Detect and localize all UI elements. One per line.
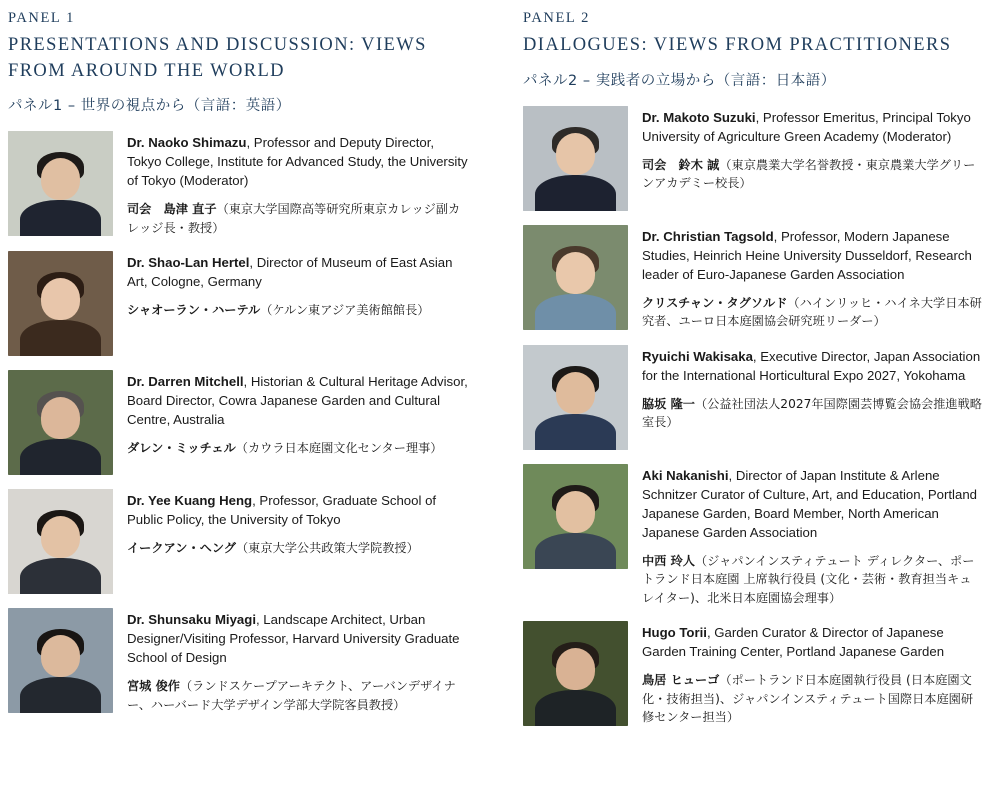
bio-en <box>127 610 471 667</box>
panel-2-eyebrow: PANEL 2 <box>523 10 590 26</box>
person-name-en: Dr. Christian Tagsold <box>642 228 774 244</box>
bio <box>642 464 982 607</box>
avatar <box>8 251 113 356</box>
person-name-ja: 司会 鈴木 誠 <box>642 157 720 172</box>
bio-ja <box>127 677 471 714</box>
list-item <box>523 621 982 726</box>
list-item <box>8 370 471 475</box>
person-title-en: , Garden Curator & Director of Japanese Garden Training Center, Portland Japanese Garden <box>642 624 945 660</box>
bio <box>127 370 471 475</box>
panel-1-eyebrow: PANEL 1 <box>8 10 75 26</box>
person-name-ja: クリスチャン・タグソルド <box>642 295 788 310</box>
list-item <box>523 106 982 211</box>
person-name-en: Dr. Makoto Suzuki <box>642 109 756 125</box>
bio-ja <box>642 671 982 726</box>
person-name-ja: シャオーラン・ハーテル <box>127 303 261 318</box>
avatar <box>8 131 113 236</box>
list-item <box>523 225 982 331</box>
panel-1-title: PRESENTATIONS AND DISCUSSION: VIEWS FROM AROUND THE WORLD <box>8 35 427 81</box>
person-title-ja: （東京大学国際高等研究所東京カレッジ副カレッジ長・教授） <box>127 202 461 235</box>
bio <box>127 489 471 594</box>
bio <box>127 608 471 714</box>
bio-ja <box>642 552 982 607</box>
person-title-en: , Landscape Architect, Urban Designer/Visiting Professor, Harvard University Graduate School of Design <box>127 612 460 666</box>
bio-ja <box>127 200 471 237</box>
bio-ja <box>127 301 471 319</box>
person-title-en: , Professor Emeritus, Principal Tokyo University of Agriculture Green Academy (Moderator) <box>642 109 971 144</box>
person-name-en: Aki Nakanishi <box>642 467 729 483</box>
list-item <box>523 345 982 450</box>
bio-ja <box>642 395 982 432</box>
bio-ja <box>127 539 471 557</box>
bio-en <box>642 108 982 146</box>
list-item <box>8 251 471 356</box>
person-title-en: , Professor and Deputy Director, Tokyo College, Institute for Advanced Study, the University of Tokyo (Moderator) <box>127 135 468 189</box>
avatar <box>523 621 628 726</box>
list-item <box>8 131 471 237</box>
person-title-en: , Director of Museum of East Asian Art, Cologne, Germany <box>127 255 453 290</box>
person-name-ja: 宮城 俊作 <box>127 679 180 694</box>
person-name-ja: ダレン・ミッチェル <box>127 441 236 456</box>
person-title-en: , Executive Director, Japan Association for the International Horticultural Expo 2027, Yokohama <box>642 348 981 383</box>
person-name-ja: 中西 玲人 <box>642 554 695 569</box>
bio-ja <box>642 156 982 193</box>
person-title-ja: （ポートランド日本庭園執行役員 (日本庭園文化・技術担当)、ジャパンインスティテュート国際日本庭園研修センター担当） <box>642 673 974 724</box>
list-item <box>523 464 982 607</box>
person-title-ja: （ハインリッヒ・ハイネ大学日本研究者、ユーロ日本庭園協会研究班リーダー） <box>642 295 982 329</box>
person-title-ja: （東京大学公共政策大学院教授） <box>235 541 419 556</box>
avatar <box>523 106 628 211</box>
person-name-en: Dr. Darren Mitchell <box>127 374 244 390</box>
bio-ja <box>127 439 471 457</box>
person-title-ja: （ケルン東アジア美術館館長） <box>260 303 430 318</box>
person-title-ja: （東京農業大学名誉教授・東京農業大学グリーンアカデミー校長） <box>642 157 976 191</box>
person-title-ja: （カウラ日本庭園文化センター理事） <box>235 441 443 456</box>
bio-en <box>127 253 471 291</box>
person-name-en: Dr. Yee Kuang Heng <box>127 493 253 509</box>
bio <box>127 131 471 237</box>
panel-2-subtitle: パネル2 – 実践者の立場から（言語：日本語） <box>523 72 836 89</box>
person-title-ja: （ランドスケープアーキテクト、アーバンデザイナー、ハーバード大学デザイン学部大学院客員教授） <box>127 679 456 712</box>
bio-en <box>127 372 471 429</box>
list-item <box>8 608 471 714</box>
person-title-ja: （公益社団法人2027年国際園芸博覧会協会推進戦略室長） <box>642 396 982 430</box>
person-name-ja: イークアン・ヘング <box>127 541 236 556</box>
panel-2 <box>511 10 982 797</box>
bio-ja <box>642 294 982 331</box>
bio-en <box>642 623 982 661</box>
bio-en <box>642 466 982 543</box>
person-name-ja: 脇坂 隆一 <box>642 396 695 411</box>
bio-en <box>127 133 471 190</box>
person-name-ja: 司会 島津 直子 <box>127 202 217 217</box>
person-name-ja: 鳥居 ヒューゴ <box>642 673 720 688</box>
person-name-en: Hugo Torii <box>642 624 707 640</box>
avatar <box>523 345 628 450</box>
person-title-en: , Professor, Modern Japanese Studies, Heinrich Heine University Dusseldorf, Research leader of Euro-Japanese Garden Association <box>642 228 972 282</box>
person-name-en: Dr. Shunsaku Miyagi <box>127 612 256 628</box>
panel-1-subtitle: パネル1 – 世界の視点から（言語：英語） <box>8 98 291 115</box>
person-name-en: Dr. Shao-Lan Hertel <box>127 255 250 271</box>
bio-en <box>642 227 982 284</box>
avatar <box>8 489 113 594</box>
bio <box>642 106 982 211</box>
person-name-en: Dr. Naoko Shimazu <box>127 135 247 151</box>
bio <box>127 251 471 356</box>
avatar <box>8 608 113 713</box>
person-name-en: Ryuichi Wakisaka <box>642 348 753 364</box>
bio-en <box>127 491 471 529</box>
avatar <box>523 464 628 569</box>
panel-1 <box>0 10 471 797</box>
person-title-ja: （ジャパンインスティテュート ディレクター、ポートランド日本庭園 上席執行役員 (文化・芸術・教育担当キュレイター)、北米日本庭園協会理事） <box>642 554 975 605</box>
person-title-en: , Historian & Cultural Heritage Advisor, Board Director, Cowra Japanese Garden and Cultural Centre, Australia <box>127 374 468 428</box>
bio-en <box>642 347 982 385</box>
list-item <box>8 489 471 594</box>
bio <box>642 345 982 450</box>
bio <box>642 225 982 331</box>
panel-2-title: DIALOGUES: VIEWS FROM PRACTITIONERS <box>523 35 952 55</box>
person-title-en: , Director of Japan Institute & Arlene Schnitzer Curator of Culture, Art, and Education, Portland Japanese Garden, Board Member, North American Japanese Garden Association <box>642 467 977 540</box>
avatar <box>8 370 113 475</box>
avatar <box>523 225 628 330</box>
bio <box>642 621 982 726</box>
person-title-en: , Professor, Graduate School of Public Policy, the University of Tokyo <box>127 493 437 528</box>
